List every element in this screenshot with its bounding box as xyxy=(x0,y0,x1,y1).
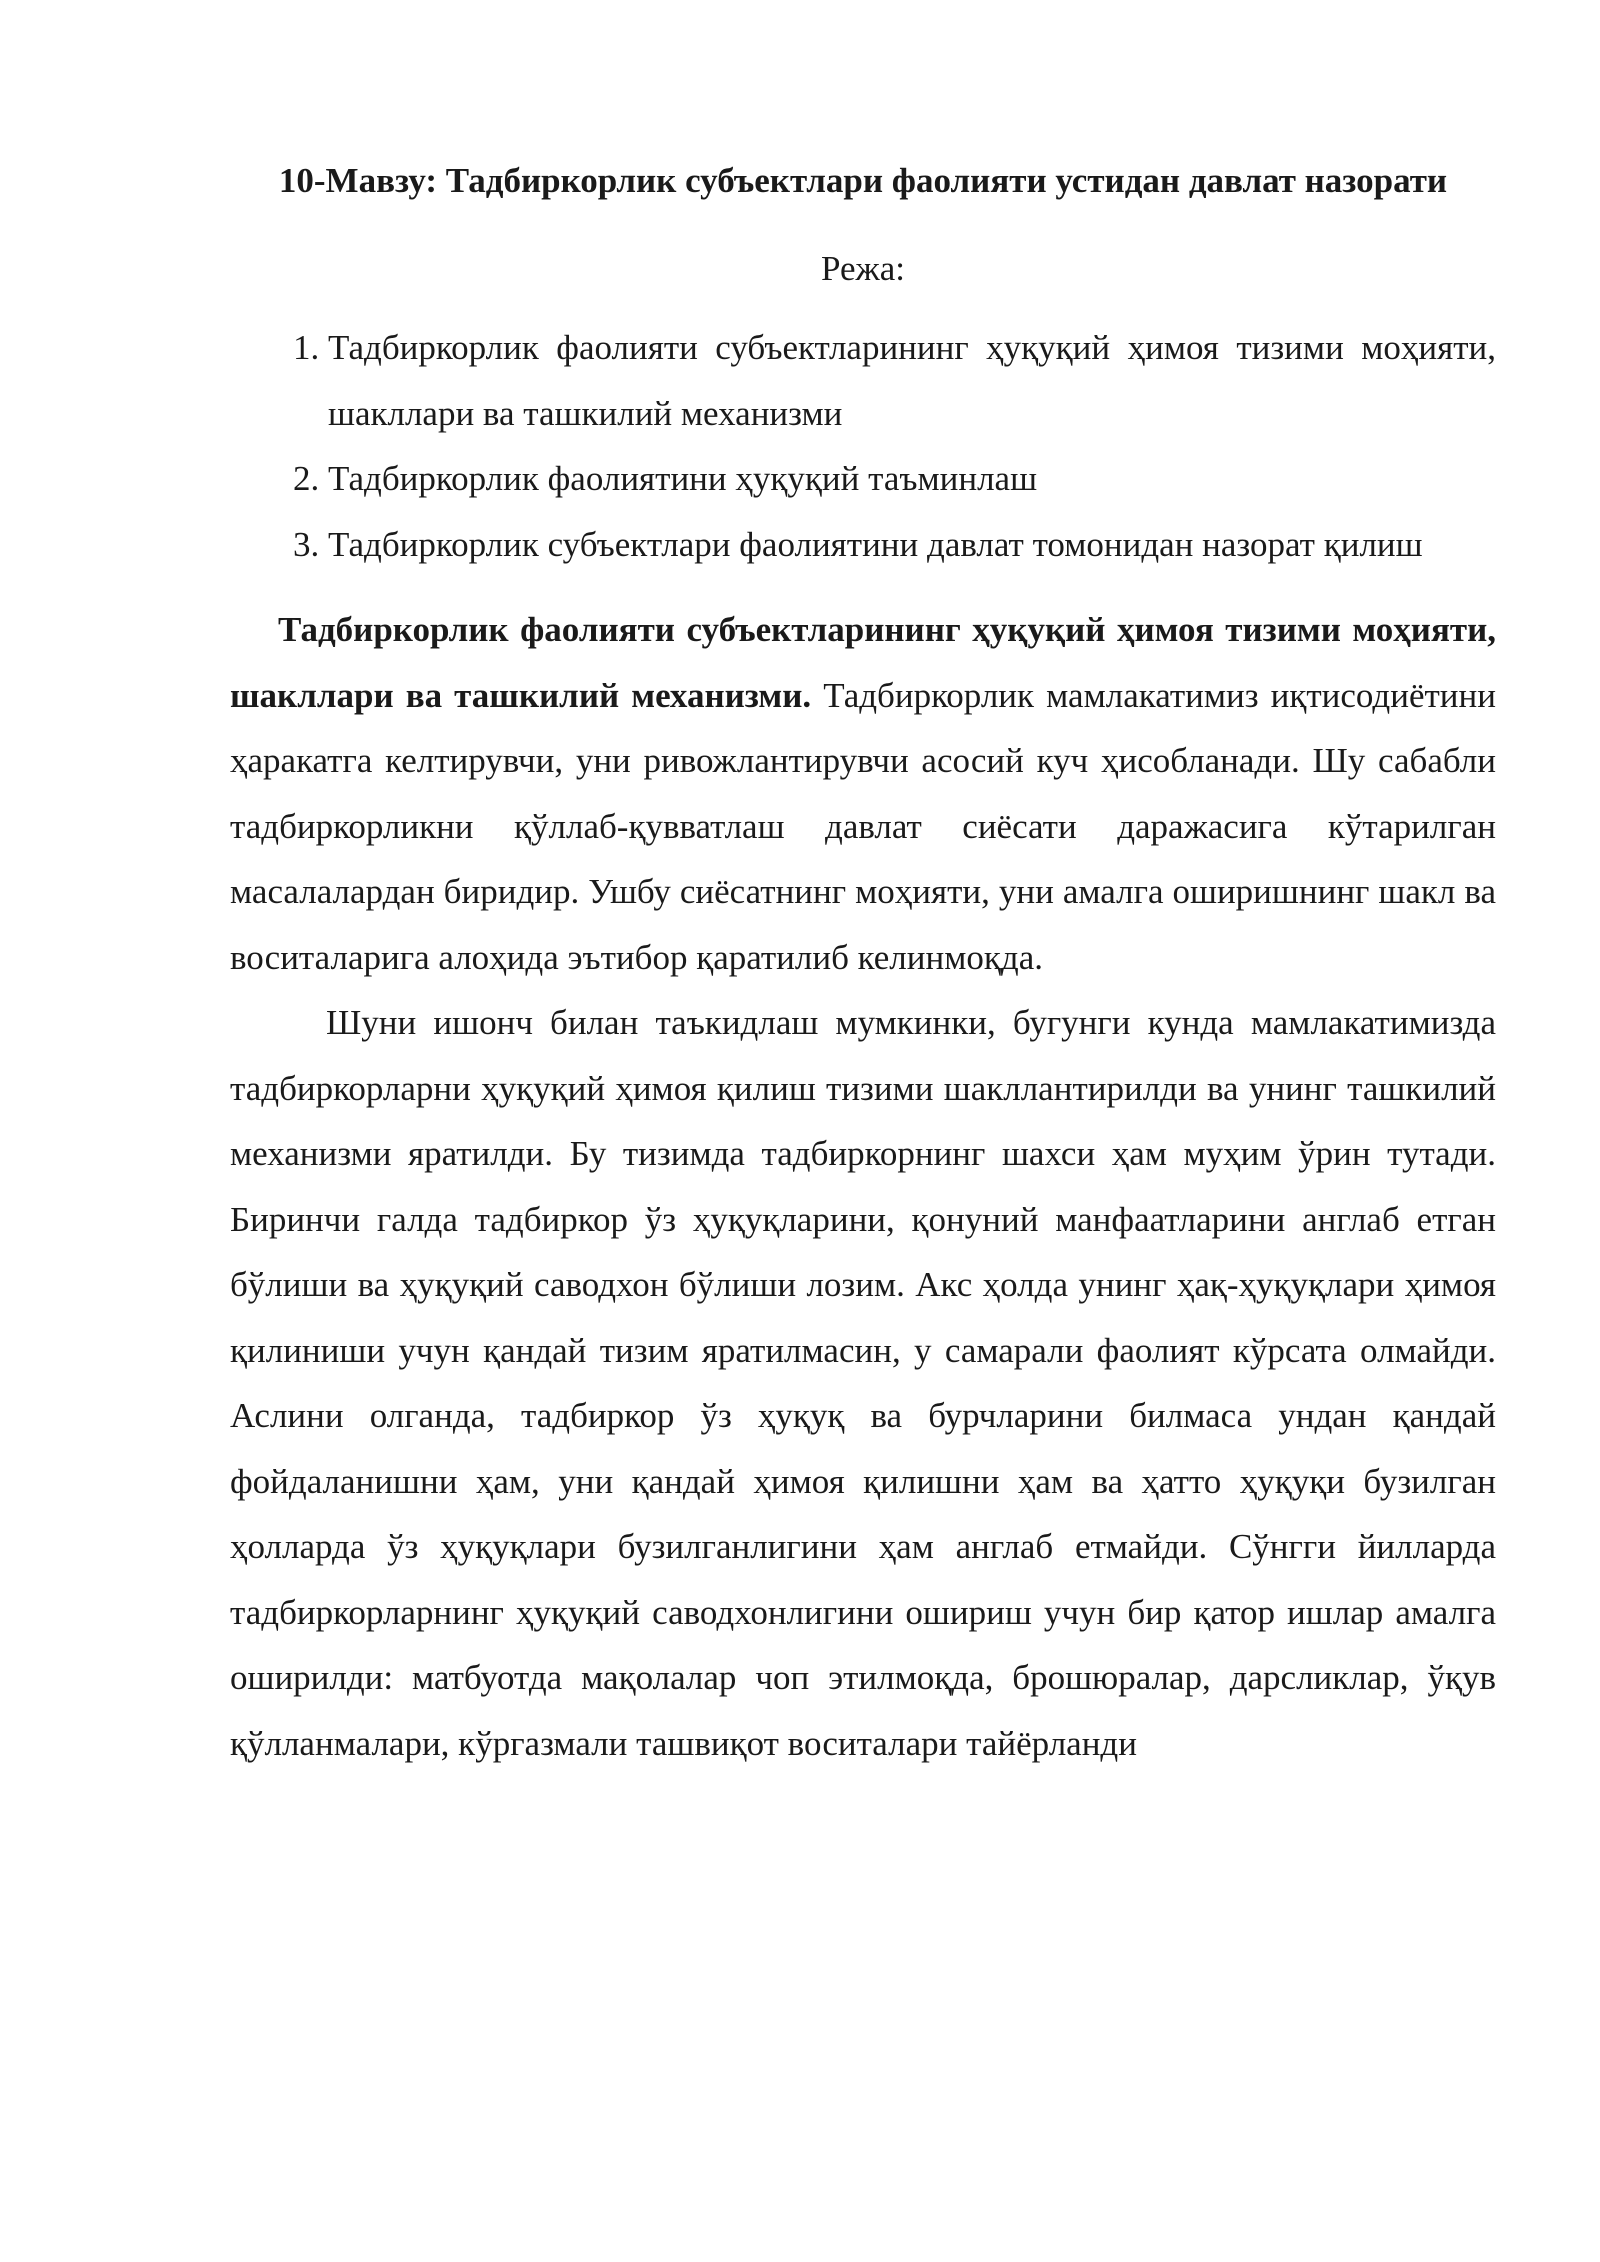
document-page xyxy=(230,148,1496,1776)
plan-item: 2. Тадбиркорлик фаолиятини ҳуқуқий таъминлаш xyxy=(328,446,1496,512)
paragraph-1-text: Тадбиркорлик мамлакатимиз иқтисодиётини ҳаракатга келтирувчи, уни ривожлантирувчи асосий куч ҳисобланади. Шу сабабли тадбиркорликни қўллаб-қувватлаш давлат сиёсати даражасига кўтарилган масалалардан биридир. Ушбу сиёсатнинг моҳияти, уни амалга оширишнинг шакл ва воситаларига алоҳида эътибор қаратилиб келинмоқда. xyxy=(230,675,1496,977)
paragraph-2: Шуни ишонч билан таъкидлаш мумкинки, бугунги кунда мамлакатимизда тадбиркорларни ҳуқуқий ҳимоя қилиш тизими шакллантирилди ва унинг ташкилий механизми яратилди. Бу тизимда тадбиркорнинг шахси ҳам муҳим ўрин тутади. Биринчи галда тадбиркор ўз ҳуқуқларини, қонуний манфаатларини англаб етган бўлиши ва ҳуқуқий саводхон бўлиши лозим. Акс ҳолда унинг ҳақ-ҳуқуқлари ҳимоя қилиниши учун қандай тизим яратилмасин, у самарали фаолият кўрсата олмайди. Аслини олганда, тадбиркор ўз ҳуқуқ ва бурчларини билмаса ундан қандай фойдаланишни ҳам, уни қандай ҳимоя қилишни ҳам ва ҳатто ҳуқуқи бузилган ҳолларда ўз ҳуқуқлари бузилганлигини ҳам англаб етмайди. Сўнгги йилларда тадбиркорларнинг ҳуқуқий саводхонлигини ошириш учун бир қатор ишлар амалга оширилди: матбуотда мақолалар чоп этилмоқда, брошюралар, дарсликлар, ўқув қўлланмалари, кўргазмали ташвиқот воситалари тайёрланди xyxy=(230,1003,1496,1763)
plan-item: 1. Тадбиркорлик фаолияти субъектларининг ҳуқуқий ҳимоя тизими моҳияти, шакллари ва ташкилий механизми xyxy=(328,315,1496,446)
plan-list xyxy=(230,315,1496,577)
section-heading: Тадбиркорлик фаолияти субъектларининг ҳуқуқий ҳимоя тизими моҳияти, шакллари ва ташкилий механизми. xyxy=(230,610,1496,715)
plan-heading: Режа: xyxy=(821,248,905,288)
document-title: 10-Мавзу: Тадбиркорлик субъектлари фаолияти устидан давлат назорати xyxy=(278,161,1448,200)
plan-item: 3. Тадбиркорлик субъектлари фаолиятини давлат томонидан назорат қилиш xyxy=(328,512,1496,578)
paragraph-1 xyxy=(230,597,1496,990)
